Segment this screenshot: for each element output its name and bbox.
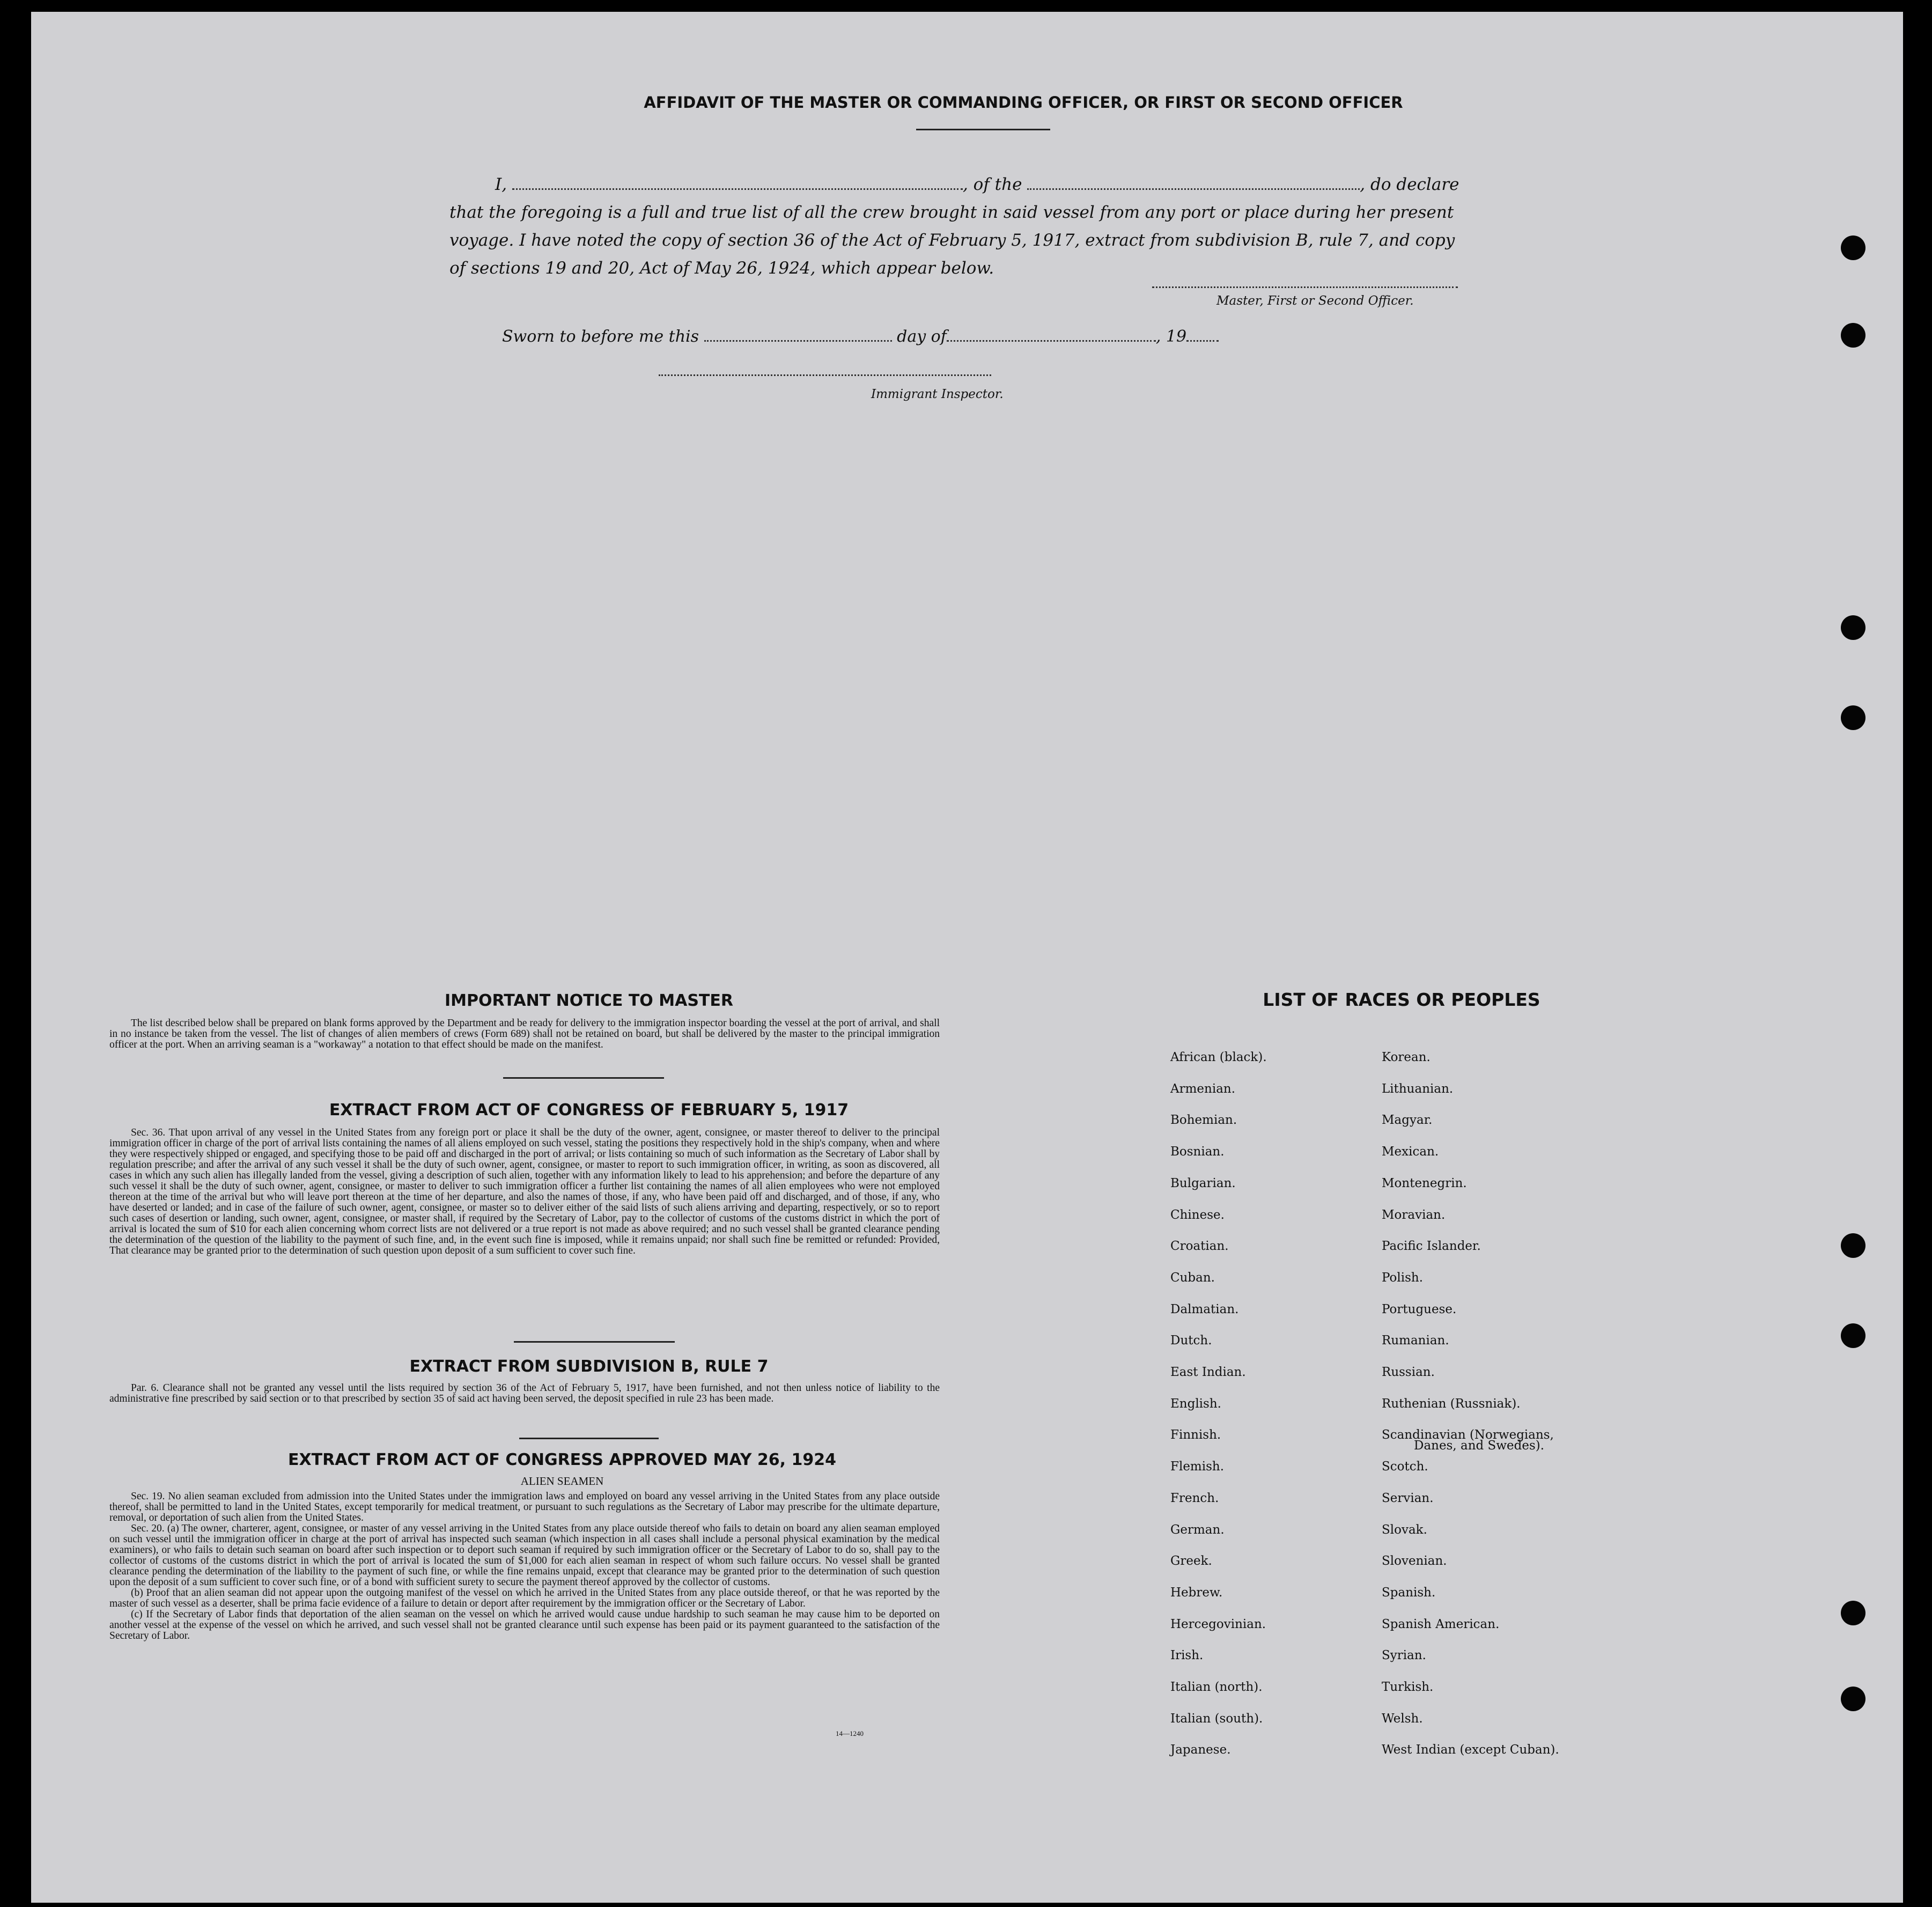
extract-1924-body	[109, 1491, 940, 1641]
race-item: African (black).	[1170, 1050, 1267, 1064]
extract-rule7-text: Par. 6. Clearance shall not be granted any vessel until the lists required by section 36 of the Act of February 5, 1917, have been furnished, and not then unless notice of liability to the administrative fine prescribed by said section or to that prescribed by section 35 of said act having been served, the deposit specified in rule 23 has been made.	[109, 1382, 940, 1404]
affidavit-title: AFFIDAVIT OF THE MASTER OR COMMANDING OFFICER, OR FIRST OR SECOND OFFICER	[644, 93, 1403, 112]
race-item: Russian.	[1382, 1365, 1435, 1380]
declare-of-the-label: , of the	[962, 175, 1022, 194]
race-item: Hercegovinian.	[1170, 1617, 1266, 1631]
vessel-field[interactable]	[1027, 188, 1360, 190]
race-item: Lithuanian.	[1382, 1081, 1454, 1096]
race-item: Japanese.	[1170, 1743, 1231, 1757]
inspector-signature-line[interactable]	[659, 374, 991, 376]
document-page	[31, 12, 1903, 1903]
race-item: East Indian.	[1170, 1365, 1246, 1380]
race-item: Syrian.	[1382, 1648, 1426, 1663]
race-item: Welsh.	[1382, 1711, 1423, 1726]
notice-title: IMPORTANT NOTICE TO MASTER	[445, 991, 733, 1010]
race-item: Dalmatian.	[1170, 1302, 1239, 1316]
race-item: Italian (north).	[1170, 1680, 1263, 1695]
declaration-line-3: voyage. I have noted the copy of section 36 of the Act of February 5, 1917, extract from subdivision B, rule 7, and copy	[449, 231, 1455, 250]
sec20a-text: Sec. 20. (a) The owner, charterer, agent, consignee, or master of any vessel arriving in the United States from any place outside thereof who fails to detain on board any alien seaman employed on such vessel until the immigration officer in charge at the port of arrival has inspected such seaman (which inspection in all cases shall include a personal physical examination by the medical examiners), or who fails to detain such seaman on board after such inspection or to deport such seaman if required by such immigration officer or the Secretary of Labor to do so, shall pay to the collector of customs of the customs district in which the port of arrival is located the sum of $1,000 for each alien seaman in respect of whom such failure occurs. No vessel shall be granted clearance pending the determination of the liability to the payment of such fine, or while the fine remains unpaid, except that clearance may be granted prior to the determination of such question upon the deposit of a sum sufficient to cover such fine, or of a bond with sufficient surety to secure the payment thereof approved by the collector of customs.	[109, 1523, 940, 1588]
race-item: Rumanian.	[1382, 1334, 1449, 1348]
race-item: Spanish American.	[1382, 1617, 1500, 1631]
sec20b-text: (b) Proof that an alien seaman did not appear upon the outgoing manifest of the vessel on which he arrived in the United States from any place outside thereof, or that he was reported by the master of such vessel as a deserter, shall be prima facie evidence of a failure to detain or deport after requirement by the immigration officer or the Secretary of Labor.	[109, 1587, 940, 1609]
punch-hole	[1841, 1323, 1865, 1348]
races-right-column	[1382, 1042, 1559, 1766]
race-item: Slovenian.	[1382, 1554, 1447, 1569]
race-item: Bosnian.	[1170, 1145, 1225, 1159]
extract-1917-text: Sec. 36. That upon arrival of any vessel in the United States from any foreign port or place it shall be the duty of the owner, agent, consignee, or master thereof to deliver to the principal immigration officer in charge of the port of arrival lists containing the names of all aliens employed on such vessel, stating the positions they respectively hold in the ship's company, when and where they were respectively shipped or engaged, and specifying those to be paid off and discharged in the port of arrival; or lists containing so much of such information as the Secretary of Labor shall by regulation prescribe; and after the arrival of any such vessel it shall be the duty of such owner, agent, consignee, or master to report to such immigration officer, in writing, as soon as discovered, all cases in which any such alien has illegally landed from the vessel, giving a description of such alien, together with any information likely to lead to his apprehension; and before the departure of any such vessel it shall be the duty of such owner, agent, consignee, or master to deliver to such immigration officer a further list containing the names of all alien employees who were not employed thereon at the time of the arrival but who will leave port thereon at the time of her departure, and also the names of those, if any, who have been paid off and discharged, and of those, if any, who have deserted or landed; and in case of the failure of such owner, agent, consignee, or master so to deliver either of the said lists of such aliens arriving and departing, respectively, or so to report such cases of desertion or landing, such owner, agent, consignee, or master shall, if required by the Secretary of Labor, pay to the collector of customs of the customs district in which the port of arrival is located the sum of $10 for each alien concerning whom correct lists are not delivered or a true report is not made as above required; and no such vessel shall be granted clearance pending the determination of the question of the liability to the payment of such fine, and, in the event such fine is imposed, while it remains unpaid; nor shall such fine be remitted or refunded: Provided, That clearance may be granted prior to the determination of such question upon deposit of a sum sufficient to cover such fine.	[109, 1127, 940, 1256]
race-item: Bulgarian.	[1170, 1176, 1236, 1190]
declaration-line-2: that the foregoing is a full and true list of all the crew brought in said vessel from any port or place during her present	[449, 203, 1454, 222]
race-item: Polish.	[1382, 1270, 1424, 1285]
race-item: Hebrew.	[1170, 1585, 1223, 1600]
race-item: Armenian.	[1170, 1081, 1236, 1096]
declare-i-label: I,	[495, 175, 507, 194]
races-title: LIST OF RACES OR PEOPLES	[1263, 989, 1540, 1010]
affidavit-declaration	[449, 171, 1528, 282]
race-item: Slovak.	[1382, 1522, 1427, 1537]
race-item: Italian (south).	[1170, 1711, 1263, 1726]
punch-hole	[1841, 1601, 1865, 1625]
title-underline	[916, 129, 1050, 130]
race-item: Croatian.	[1170, 1239, 1229, 1254]
notice-text: The list described below shall be prepared on blank forms approved by the Department and be ready for delivery to the immigration inspector boarding the vessel at the port of arrival, and shall in no instance be taken from the vessel. The list of changes of alien members of crews (Form 689) shall not be retained on board, but shall be delivered by the master to the principal immigration officer at the port. When an arriving seaman is a "workaway" a notation to that effect should be made on the manifest.	[109, 1018, 940, 1050]
race-item: Ruthenian (Russniak).	[1382, 1396, 1521, 1411]
sworn-year-field[interactable]	[1186, 340, 1219, 342]
race-item: Montenegrin.	[1382, 1176, 1467, 1190]
race-item: Flemish.	[1170, 1460, 1225, 1474]
race-item: Scotch.	[1382, 1460, 1428, 1474]
race-item-continuation: Danes, and Swedes).	[1414, 1439, 1545, 1453]
race-item: Finnish.	[1170, 1428, 1221, 1442]
race-item: Irish.	[1170, 1648, 1204, 1663]
race-item: Magyar.	[1382, 1113, 1433, 1128]
section-divider	[503, 1077, 664, 1079]
extract-rule7-title: EXTRACT FROM SUBDIVISION B, RULE 7	[409, 1357, 769, 1376]
section-divider	[519, 1438, 659, 1439]
races-left-column	[1170, 1042, 1267, 1766]
sworn-prefix: Sworn to before me this	[502, 327, 699, 346]
sec19-text: Sec. 19. No alien seaman excluded from admission into the United States under the immigration laws and employed on board any vessel arriving in the United States from any place outside thereof, shall be permitted to land in the United States, except temporarily for medical treatment, or pursuant to such regulations as the Secretary of Labor may prescribe for the ultimate departure, removal, or deportation of such alien from the United States.	[109, 1491, 940, 1523]
race-item: English.	[1170, 1396, 1221, 1411]
race-item: French.	[1170, 1491, 1219, 1505]
race-item: Moravian.	[1382, 1207, 1446, 1222]
sworn-day-of: day of	[897, 327, 947, 346]
race-item: Korean.	[1382, 1050, 1430, 1064]
form-code: 14—1240	[836, 1729, 864, 1737]
race-item: Chinese.	[1170, 1207, 1225, 1222]
sworn-month-field[interactable]	[947, 340, 1156, 342]
punch-hole	[1841, 235, 1865, 260]
sec20c-text: (c) If the Secretary of Labor finds that deportation of the alien seaman on the vessel on which he arrived would cause undue hardship to such seaman he may cause him to be deported on another vessel at the expense of the vessel on which he arrived, and such vessel shall not be granted clearance until such expense has been paid or its payment guaranteed to the satisfaction of the Secretary of Labor.	[109, 1609, 940, 1641]
declaration-line-4: of sections 19 and 20, Act of May 26, 1924, which appear below.	[449, 259, 994, 278]
race-item: Servian.	[1382, 1491, 1434, 1505]
race-item: Spanish.	[1382, 1585, 1436, 1600]
signature-label: Master, First or Second Officer.	[1216, 294, 1414, 308]
extract-1917-title: EXTRACT FROM ACT OF CONGRESS OF FEBRUARY 5, 1917	[329, 1101, 849, 1120]
declare-label: , do declare	[1360, 175, 1459, 194]
name-field[interactable]	[512, 188, 963, 190]
punch-hole	[1841, 1233, 1865, 1258]
signature-line[interactable]	[1152, 286, 1458, 288]
race-item: Greek.	[1170, 1554, 1212, 1569]
race-item: Cuban.	[1170, 1270, 1215, 1285]
race-item: Turkish.	[1382, 1680, 1434, 1695]
punch-hole	[1841, 705, 1865, 730]
punch-hole	[1841, 323, 1865, 348]
sworn-date-field[interactable]	[704, 340, 892, 342]
race-item: Pacific Islander.	[1382, 1239, 1481, 1254]
punch-hole	[1841, 615, 1865, 640]
race-item: German.	[1170, 1522, 1225, 1537]
inspector-label: Immigrant Inspector.	[871, 387, 1004, 401]
extract-1924-title: EXTRACT FROM ACT OF CONGRESS APPROVED MAY 26, 1924	[288, 1451, 836, 1469]
punch-hole	[1841, 1687, 1865, 1711]
race-item: Bohemian.	[1170, 1113, 1237, 1128]
race-item: Dutch.	[1170, 1334, 1212, 1348]
sworn-line	[502, 327, 1219, 346]
race-item: West Indian (except Cuban).	[1382, 1743, 1559, 1757]
extract-1924-subtitle: ALIEN SEAMEN	[520, 1475, 604, 1488]
race-item: Scandinavian (Norwegians,	[1382, 1428, 1554, 1442]
race-item: Portuguese.	[1382, 1302, 1457, 1316]
sworn-year: , 19	[1155, 327, 1187, 346]
section-divider	[514, 1341, 675, 1343]
race-item: Mexican.	[1382, 1145, 1439, 1159]
